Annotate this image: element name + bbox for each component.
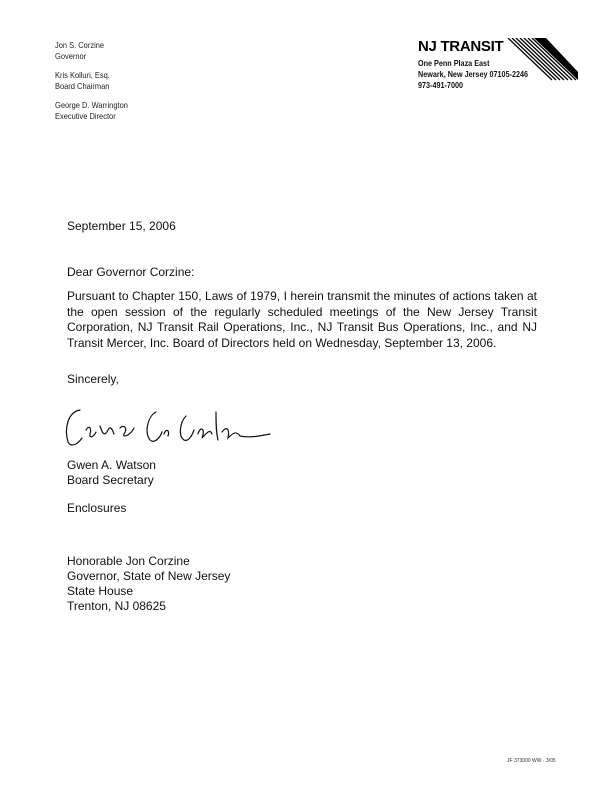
official-title: Governor — [55, 51, 87, 61]
recipient-line: Governor, State of New Jersey — [67, 569, 231, 583]
enclosures-note: Enclosures — [67, 501, 127, 515]
signer-name: Gwen A. Watson — [67, 458, 156, 472]
signer-block — [67, 458, 156, 488]
signer-title: Board Secretary — [67, 473, 154, 487]
address-line: Newark, New Jersey 07105-2246 — [418, 69, 529, 79]
letter-body: Pursuant to Chapter 150, Laws of 1979, I herein transmit the minutes of actions taken at the open session of the regularly scheduled meetings of the New Jersey Transit Corporation, NJ Transit Rail Operations, Inc., NJ Transit Bus Operations, Inc., and NJ Transit Mercer, Inc. Board of Directors held on Wednesday, September 13, 2006. — [67, 289, 537, 350]
recipient-line: State House — [67, 584, 134, 598]
letter-closing: Sincerely, — [67, 372, 119, 386]
letter-salutation: Dear Governor Corzine: — [67, 265, 195, 279]
address-line: One Penn Plaza East — [418, 58, 490, 68]
official-name: Jon S. Corzine — [55, 40, 105, 50]
letter-date: September 15, 2006 — [67, 219, 176, 233]
handwritten-signature — [60, 398, 280, 453]
return-address — [418, 58, 528, 91]
official-name: Kris Kolluri, Esq. — [55, 70, 110, 80]
logo-wordmark: NJ TRANSIT — [418, 38, 504, 55]
form-code: JF 373000 WW · 3/05 — [507, 758, 556, 764]
address-phone: 973-491-7000 — [418, 80, 463, 90]
official-name: George D. Warrington — [55, 100, 128, 110]
official-entry — [55, 100, 128, 122]
official-title: Executive Director — [55, 111, 116, 121]
recipient-line: Trenton, NJ 08625 — [67, 599, 166, 613]
official-title: Board Chairman — [55, 81, 110, 91]
recipient-line: Honorable Jon Corzine — [67, 554, 190, 568]
recipient-address — [67, 554, 230, 614]
officials-block — [55, 40, 128, 130]
official-entry — [55, 70, 128, 92]
official-entry — [55, 40, 128, 62]
signature-text: Gwen A. Watson — [60, 398, 68, 399]
